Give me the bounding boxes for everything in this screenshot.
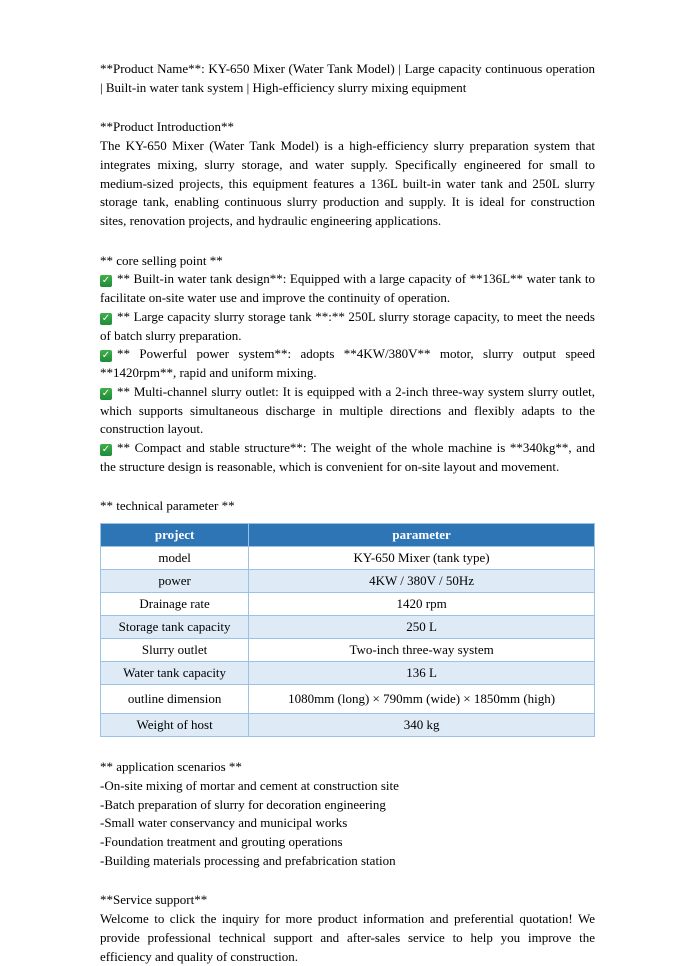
table-row	[101, 714, 595, 737]
technical-parameters-table	[100, 523, 595, 737]
core-selling-points-section	[100, 252, 595, 477]
scenario-item: -On-site mixing of mortar and cement at construction site	[100, 777, 399, 793]
selling-point-text: ** Large capacity slurry storage tank **:** 250L slurry storage capacity, to meet the needs of batch slurry preparation.	[100, 308, 595, 343]
table-cell-parameter: 250 L	[249, 616, 595, 639]
table-row	[101, 662, 595, 685]
selling-point-item	[100, 345, 595, 382]
scenario-item: -Foundation treatment and grouting operations	[100, 833, 343, 849]
table-header-parameter: parameter	[249, 524, 595, 547]
table-cell-project: outline dimension	[101, 685, 249, 714]
product-name-section	[100, 60, 595, 97]
technical-parameters-heading: ** technical parameter **	[100, 498, 235, 514]
check-icon: ✓	[101, 443, 111, 455]
table-cell-parameter: 4KW / 380V / 50Hz	[249, 570, 595, 593]
product-introduction-heading: **Product Introduction**	[100, 119, 234, 135]
technical-parameters-section	[100, 497, 595, 737]
table-header-row	[101, 524, 595, 547]
table-cell-project: Storage tank capacity	[101, 616, 249, 639]
scenario-item: -Small water conservancy and municipal works	[100, 815, 348, 831]
table-cell-parameter: 1420 rpm	[249, 593, 595, 616]
table-cell-parameter: KY-650 Mixer (tank type)	[249, 547, 595, 570]
service-support-section	[100, 891, 595, 966]
scenario-item: -Building materials processing and prefabrication station	[100, 852, 396, 868]
table-row	[101, 639, 595, 662]
table-cell-parameter: 136 L	[249, 662, 595, 685]
table-row	[101, 547, 595, 570]
selling-point-text: ** Powerful power system**: adopts **4KW/380V** motor, slurry output speed **1420rpm**, rapid and uniform mixing.	[100, 346, 595, 381]
core-selling-points-heading: ** core selling point **	[100, 252, 223, 268]
table-row	[101, 685, 595, 714]
table-cell-parameter: 1080mm (long) × 790mm (wide) × 1850mm (high)	[249, 685, 595, 714]
table-row	[101, 593, 595, 616]
table-cell-parameter: 340 kg	[249, 714, 595, 737]
table-cell-project: Slurry outlet	[101, 639, 249, 662]
service-support-body: Welcome to click the inquiry for more product information and preferential quotation! We provide professional technical support and after-sales service to help you improve the efficiency and quality of construction.	[100, 911, 595, 964]
table-row	[101, 616, 595, 639]
check-icon: ✓	[101, 387, 111, 399]
table-cell-project: Water tank capacity	[101, 662, 249, 685]
check-icon: ✓	[101, 350, 111, 362]
selling-point-item	[100, 270, 595, 307]
product-introduction-body: The KY-650 Mixer (Water Tank Model) is a high-efficiency slurry preparation system that integrates mixing, slurry storage, and water supply. Specifically engineered for small to medium-sized projects, this equipment features a 136L built-in water tank and 250L slurry storage tank, enabling continuous slurry production and supply. It is ideal for construction sites, renovation projects, and hydraulic engineering applications.	[100, 138, 595, 229]
selling-point-item	[100, 439, 595, 476]
table-cell-parameter: Two-inch three-way system	[249, 639, 595, 662]
table-row	[101, 570, 595, 593]
selling-point-text: ** Built-in water tank design**: Equipped with a large capacity of **136L** water tank to facilitate on-site water use and improve the continuity of operation.	[100, 271, 595, 306]
application-scenarios-heading: ** application scenarios **	[100, 759, 242, 775]
selling-point-text: ** Multi-channel slurry outlet: It is equipped with a 2-inch three-way system slurry outlet, which supports simultaneous discharge in multiple directions and flexibly adapts to the construction layout.	[100, 383, 595, 437]
product-introduction-section	[100, 118, 595, 230]
table-cell-project: model	[101, 547, 249, 570]
application-scenarios-section	[100, 758, 595, 870]
service-support-heading: **Service support**	[100, 892, 208, 908]
check-icon: ✓	[101, 312, 111, 324]
product-name-line: **Product Name**: KY-650 Mixer (Water Tank Model) | Large capacity continuous operation | Built-in water tank system | High-efficiency slurry mixing equipment	[100, 61, 595, 95]
check-icon: ✓	[101, 275, 111, 287]
table-header-project: project	[101, 524, 249, 547]
table-cell-project: Weight of host	[101, 714, 249, 737]
selling-point-item	[100, 383, 595, 439]
selling-point-text: ** Compact and stable structure**: The weight of the whole machine is **340kg**, and the structure design is reasonable, which is convenient for on-site layout and movement.	[100, 439, 595, 474]
table-cell-project: Drainage rate	[101, 593, 249, 616]
selling-point-item	[100, 308, 595, 345]
scenario-item: -Batch preparation of slurry for decoration engineering	[100, 796, 386, 812]
table-cell-project: power	[101, 570, 249, 593]
